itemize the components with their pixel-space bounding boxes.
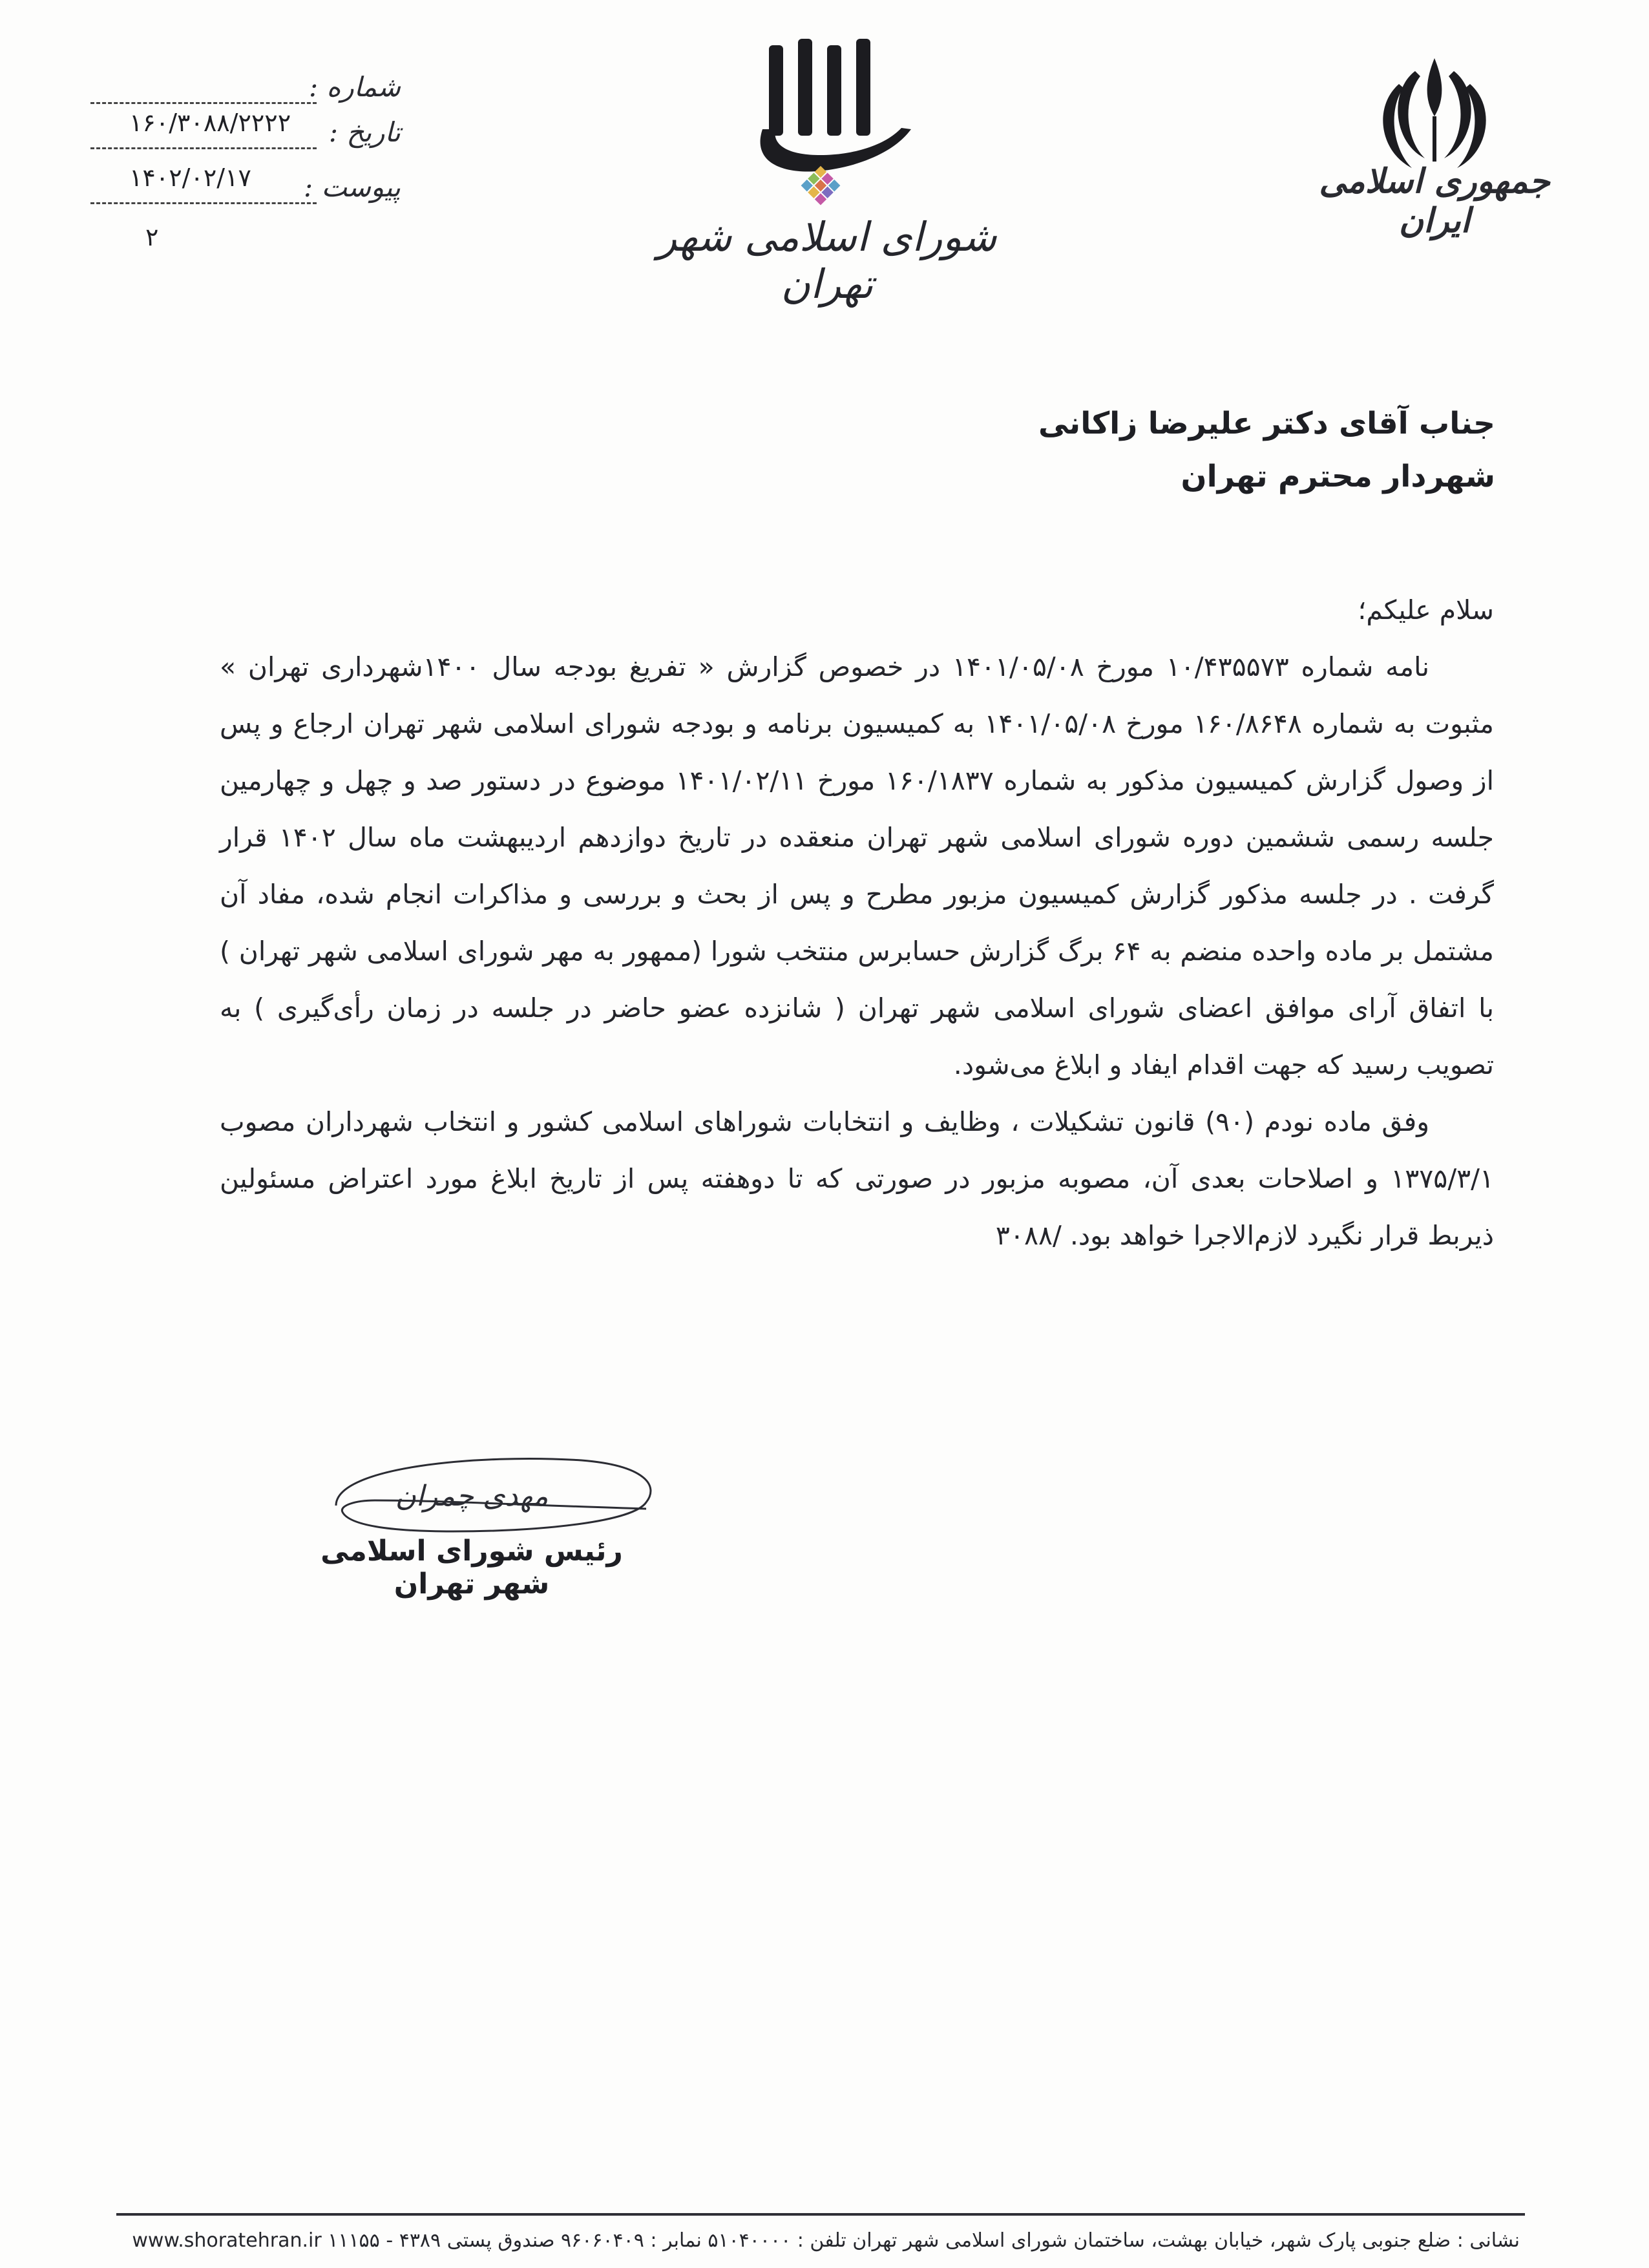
footer — [132, 2229, 1520, 2252]
date-value: ۱۴۰۲/۰۲/۱۷ — [129, 163, 251, 192]
dotted-line — [90, 102, 317, 104]
addressee-title: شهردار محترم تهران — [1181, 459, 1495, 494]
body-paragraph-2: وفق ماده نودم (۹۰) قانون تشکیلات ، وظایف و انتخابات شوراهای اسلامی کشور و انتخاب شهرداران مصوب ۱۳۷۵/۳/۱ و اصلاحات بعدی آن، مصوبه مزبور در صورتی که تا دوهفته پس از تاریخ ابلاغ مورد اعتراض مسئولین ذیربط قرار نگیرد لازم‌الاجرا خواهد بود. /۳۰۸۸ — [220, 1106, 1494, 1251]
footer-divider — [116, 2213, 1525, 2216]
dotted-line — [90, 202, 317, 204]
attachment-field — [90, 163, 401, 216]
addressee — [1038, 397, 1495, 503]
footer-website: www.shoratehran.ir — [132, 2229, 322, 2252]
dotted-line — [90, 147, 317, 149]
attachment-label: پیوست : — [304, 171, 401, 203]
body-paragraph-1: نامه شماره ۱۰/۴۳۵۵۷۳ مورخ ۱۴۰۱/۰۵/۰۸ در خصوص گزارش « تفریغ بودجه سال ۱۴۰۰شهرداری تهران » مثبوت به شماره ۱۶۰/۸۶۴۸ مورخ ۱۴۰۱/۰۵/۰۸ به کمیسیون برنامه و بودجه شورای اسلامی شهر تهران ارجاع و پس از وصول گزارش کمیسیون مذکور به شماره ۱۶۰/۱۸۳۷ مورخ ۱۴۰۱/۰۲/۱۱ موضوع در دستور صد و چهل و چهارمین جلسه رسمی ششمین دوره شورای اسلامی شهر تهران منعقده در تاریخ دوازدهم اردیبهشت ماه سال ۱۴۰۲ قرار گرفت . در جلسه مذکور گزارش کمیسیون مزبور مطرح و پس از بحث و بررسی و مذاکرات انجام شده، مفاد آن مشتمل بر ماده واحده منضم به ۶۴ برگ گزارش حسابرس منتخب شورا (ممهور به مهر شورای اسلامی شهر تهران ) با اتفاق آرای موافق اعضای شورای اسلامی شهر تهران ( شانزده عضو حاضر در جلسه در زمان رأی‌گیری ) به تصویب رسید که جهت اقدام ایفاد و ابلاغ می‌شود. — [220, 651, 1494, 1080]
number-label: شماره : — [308, 71, 401, 103]
signer-title: رئیس شورای اسلامی شهر تهران — [320, 1535, 623, 1601]
signer-name: مهدی چمران — [395, 1480, 549, 1513]
council-name: شورای اسلامی شهر تهران — [657, 213, 997, 308]
letter-body — [220, 582, 1494, 1264]
tehran-council-logo-icon — [724, 32, 937, 226]
footer-address: نشانی : ضلع جنوبی پارک شهر، خیابان بهشت، ساختمان شورای اسلامی شهر تهران تلفن : ۵۱۰۴۰۰۰۰ نمابر : ۹۶۰۶۰۴۰۹ صندوق پستی ۴۳۸۹ - ۱۱۱۵۵ — [328, 2229, 1520, 2252]
date-label: تاریخ : — [328, 116, 401, 148]
date-field — [90, 109, 401, 162]
addressee-name: جناب آقای دکتر علیرضا زاکانی — [1038, 406, 1495, 441]
number-value: ۱۶۰/۳۰۸۸/۲۲۲۲ — [129, 109, 291, 137]
greeting: سلام علیکم؛ — [1358, 594, 1494, 625]
country-name: جمهوری اسلامی ایران — [1319, 162, 1550, 240]
attachment-value: ۲ — [145, 223, 159, 251]
